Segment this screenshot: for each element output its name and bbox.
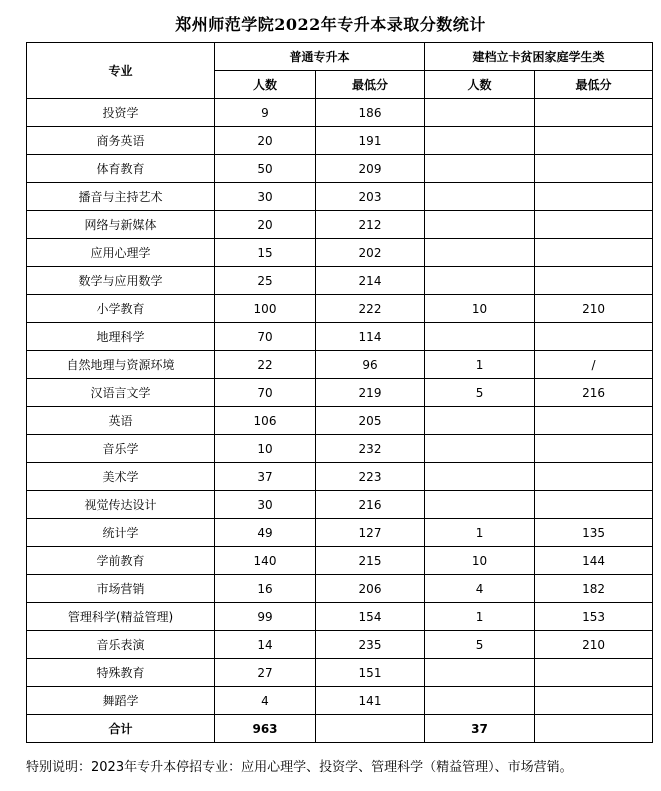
poverty-count-cell [425, 211, 535, 239]
poverty-min-score-cell: 153 [535, 603, 653, 631]
regular-count-cell: 30 [215, 491, 316, 519]
header-poverty-count: 人数 [425, 71, 535, 99]
regular-min-score-cell: 222 [316, 295, 425, 323]
regular-count-cell: 70 [215, 323, 316, 351]
table-row [27, 575, 653, 603]
table-row [27, 547, 653, 575]
major-cell: 播音与主持艺术 [27, 183, 215, 211]
header-group-poverty: 建档立卡贫困家庭学生类 [425, 43, 653, 71]
total-label: 合计 [27, 715, 215, 743]
poverty-min-score-cell [535, 463, 653, 491]
table-row [27, 659, 653, 687]
poverty-min-score-cell: 182 [535, 575, 653, 603]
poverty-count-cell [425, 463, 535, 491]
table-row [27, 407, 653, 435]
table-row [27, 463, 653, 491]
regular-min-score-cell: 127 [316, 519, 425, 547]
table-row [27, 211, 653, 239]
regular-min-score-cell: 114 [316, 323, 425, 351]
table-row [27, 519, 653, 547]
poverty-count-cell [425, 491, 535, 519]
poverty-count-cell [425, 407, 535, 435]
regular-min-score-cell: 154 [316, 603, 425, 631]
major-cell: 统计学 [27, 519, 215, 547]
regular-count-cell: 9 [215, 99, 316, 127]
regular-min-score-cell: 141 [316, 687, 425, 715]
regular-min-score-cell: 219 [316, 379, 425, 407]
poverty-count-cell: 5 [425, 631, 535, 659]
table-row [27, 603, 653, 631]
major-cell: 数学与应用数学 [27, 267, 215, 295]
regular-min-score-cell: 223 [316, 463, 425, 491]
table-row [27, 99, 653, 127]
regular-count-cell: 22 [215, 351, 316, 379]
poverty-count-cell [425, 127, 535, 155]
major-cell: 汉语言文学 [27, 379, 215, 407]
total-regular-count: 963 [215, 715, 316, 743]
regular-count-cell: 100 [215, 295, 316, 323]
poverty-count-cell [425, 323, 535, 351]
major-cell: 自然地理与资源环境 [27, 351, 215, 379]
regular-min-score-cell: 206 [316, 575, 425, 603]
major-cell: 投资学 [27, 99, 215, 127]
regular-count-cell: 20 [215, 127, 316, 155]
major-cell: 学前教育 [27, 547, 215, 575]
table-row [27, 687, 653, 715]
regular-count-cell: 14 [215, 631, 316, 659]
regular-count-cell: 50 [215, 155, 316, 183]
table-body [27, 99, 653, 715]
header-poverty-min-score: 最低分 [535, 71, 653, 99]
header-regular-min-score: 最低分 [316, 71, 425, 99]
total-poverty-count: 37 [425, 715, 535, 743]
poverty-min-score-cell [535, 239, 653, 267]
regular-count-cell: 10 [215, 435, 316, 463]
poverty-count-cell [425, 239, 535, 267]
table-row [27, 155, 653, 183]
poverty-count-cell: 10 [425, 547, 535, 575]
regular-min-score-cell: 235 [316, 631, 425, 659]
poverty-count-cell [425, 155, 535, 183]
poverty-count-cell: 1 [425, 603, 535, 631]
table-row [27, 323, 653, 351]
poverty-min-score-cell [535, 267, 653, 295]
poverty-min-score-cell [535, 127, 653, 155]
major-cell: 英语 [27, 407, 215, 435]
major-cell: 地理科学 [27, 323, 215, 351]
poverty-min-score-cell [535, 183, 653, 211]
major-cell: 网络与新媒体 [27, 211, 215, 239]
major-cell: 音乐学 [27, 435, 215, 463]
regular-min-score-cell: 209 [316, 155, 425, 183]
regular-min-score-cell: 191 [316, 127, 425, 155]
regular-count-cell: 15 [215, 239, 316, 267]
table-row [27, 267, 653, 295]
major-cell: 商务英语 [27, 127, 215, 155]
table-row [27, 295, 653, 323]
major-cell: 美术学 [27, 463, 215, 491]
page-title: 郑州师范学院2022年专升本录取分数统计 [175, 15, 486, 34]
poverty-count-cell [425, 99, 535, 127]
table-header-row [27, 43, 653, 71]
regular-count-cell: 27 [215, 659, 316, 687]
major-cell: 小学教育 [27, 295, 215, 323]
poverty-min-score-cell [535, 211, 653, 239]
table-row [27, 239, 653, 267]
regular-count-cell: 70 [215, 379, 316, 407]
poverty-min-score-cell: 210 [535, 631, 653, 659]
table-row [27, 435, 653, 463]
poverty-count-cell [425, 267, 535, 295]
table-row [27, 183, 653, 211]
regular-min-score-cell: 151 [316, 659, 425, 687]
poverty-count-cell: 1 [425, 351, 535, 379]
header-regular-count: 人数 [215, 71, 316, 99]
table-row [27, 351, 653, 379]
poverty-count-cell [425, 687, 535, 715]
poverty-min-score-cell: 210 [535, 295, 653, 323]
regular-count-cell: 20 [215, 211, 316, 239]
header-major: 专业 [27, 43, 215, 99]
special-note: 特别说明：2023年专升本停招专业：应用心理学、投资学、管理科学（精益管理）、市场营销。 [26, 760, 573, 775]
poverty-min-score-cell [535, 323, 653, 351]
table-row [27, 491, 653, 519]
regular-count-cell: 49 [215, 519, 316, 547]
regular-min-score-cell: 212 [316, 211, 425, 239]
poverty-min-score-cell [535, 99, 653, 127]
poverty-min-score-cell: 135 [535, 519, 653, 547]
table-row [27, 631, 653, 659]
regular-min-score-cell: 186 [316, 99, 425, 127]
major-cell: 管理科学(精益管理) [27, 603, 215, 631]
poverty-min-score-cell: 216 [535, 379, 653, 407]
major-cell: 舞蹈学 [27, 687, 215, 715]
regular-min-score-cell: 205 [316, 407, 425, 435]
regular-min-score-cell: 96 [316, 351, 425, 379]
admission-score-table [26, 42, 653, 743]
major-cell: 音乐表演 [27, 631, 215, 659]
regular-count-cell: 4 [215, 687, 316, 715]
poverty-min-score-cell [535, 491, 653, 519]
major-cell: 体育教育 [27, 155, 215, 183]
table-row [27, 127, 653, 155]
poverty-count-cell: 10 [425, 295, 535, 323]
regular-min-score-cell: 203 [316, 183, 425, 211]
poverty-min-score-cell [535, 407, 653, 435]
regular-count-cell: 99 [215, 603, 316, 631]
regular-min-score-cell: 232 [316, 435, 425, 463]
total-regular-min-score [316, 715, 425, 743]
poverty-min-score-cell [535, 155, 653, 183]
regular-count-cell: 106 [215, 407, 316, 435]
poverty-min-score-cell [535, 659, 653, 687]
poverty-min-score-cell [535, 687, 653, 715]
regular-min-score-cell: 202 [316, 239, 425, 267]
regular-count-cell: 30 [215, 183, 316, 211]
major-cell: 市场营销 [27, 575, 215, 603]
poverty-min-score-cell: 144 [535, 547, 653, 575]
poverty-count-cell: 1 [425, 519, 535, 547]
poverty-min-score-cell [535, 435, 653, 463]
total-poverty-min-score [535, 715, 653, 743]
header-group-regular: 普通专升本 [215, 43, 425, 71]
regular-count-cell: 25 [215, 267, 316, 295]
regular-min-score-cell: 215 [316, 547, 425, 575]
regular-min-score-cell: 214 [316, 267, 425, 295]
poverty-count-cell: 4 [425, 575, 535, 603]
poverty-min-score-cell: / [535, 351, 653, 379]
regular-count-cell: 37 [215, 463, 316, 491]
poverty-count-cell [425, 659, 535, 687]
total-row [27, 715, 653, 743]
regular-count-cell: 16 [215, 575, 316, 603]
table-row [27, 379, 653, 407]
poverty-count-cell [425, 435, 535, 463]
major-cell: 特殊教育 [27, 659, 215, 687]
major-cell: 应用心理学 [27, 239, 215, 267]
regular-count-cell: 140 [215, 547, 316, 575]
poverty-count-cell [425, 183, 535, 211]
poverty-count-cell: 5 [425, 379, 535, 407]
regular-min-score-cell: 216 [316, 491, 425, 519]
major-cell: 视觉传达设计 [27, 491, 215, 519]
